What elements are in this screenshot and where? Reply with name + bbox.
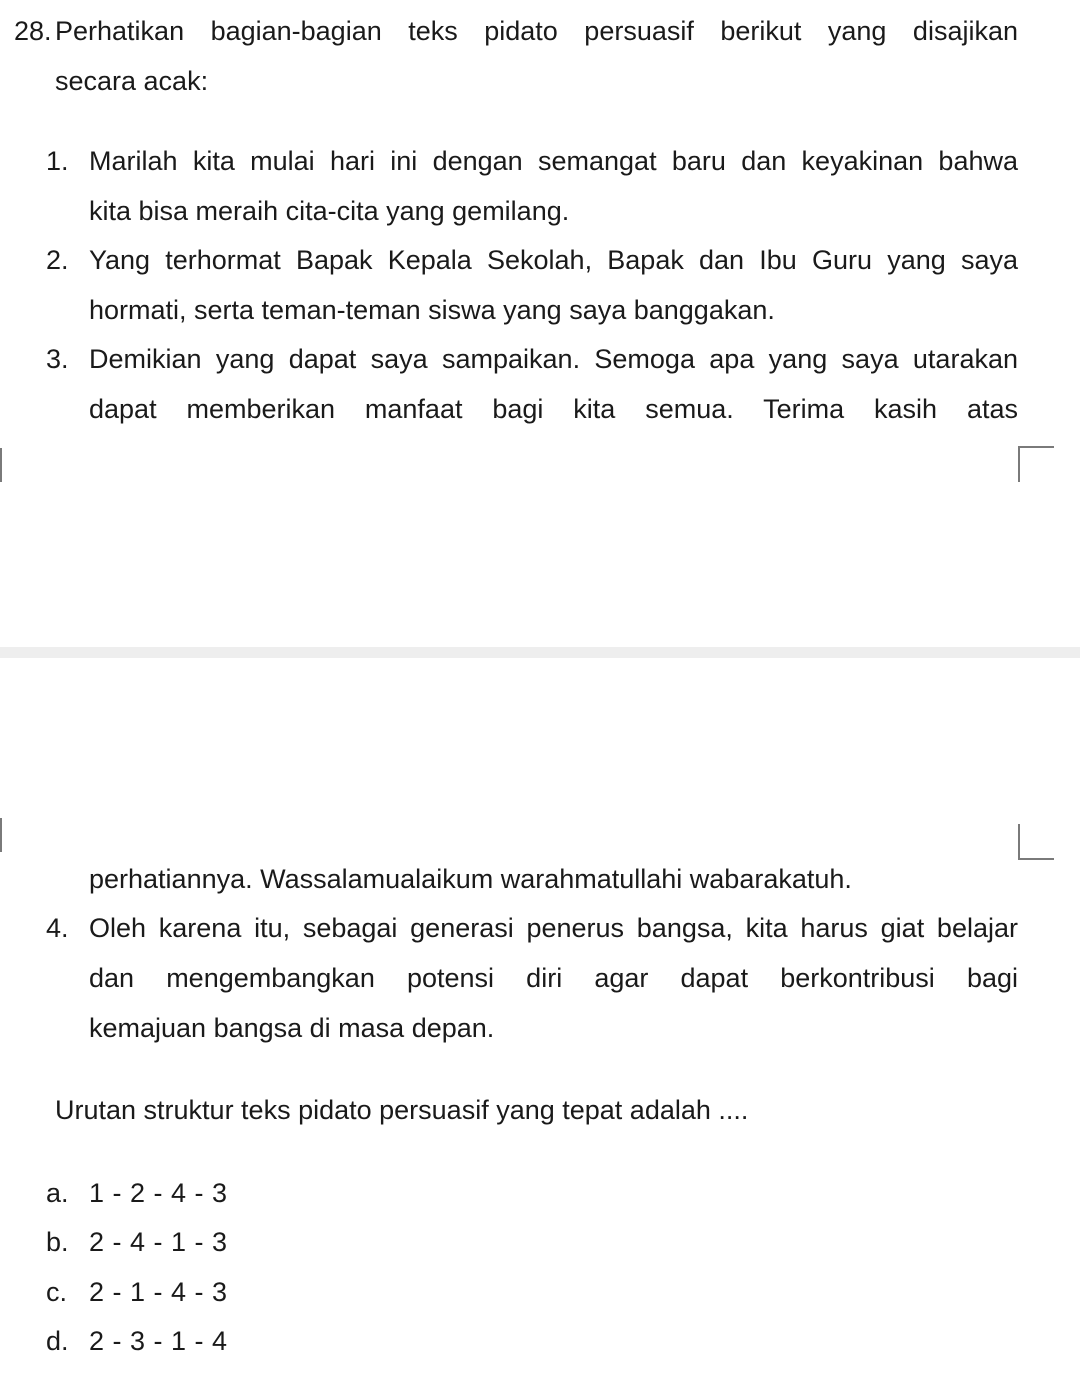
item-2-number: 2.	[46, 245, 69, 275]
option-b-value[interactable]: 2 - 4 - 1 - 3	[89, 1227, 228, 1257]
question-prompt-line-1: Perhatikan bagian-bagian teks pidato persuasif berikut yang disajikan	[55, 16, 1018, 46]
option-d-letter: d.	[46, 1326, 69, 1356]
crop-mark-top-left	[0, 448, 2, 482]
instruction-text: Urutan struktur teks pidato persuasif yang tepat adalah ....	[55, 1095, 749, 1125]
item-3-line-3: perhatiannya. Wassalamualaikum warahmatullahi wabarakatuh.	[89, 864, 852, 894]
item-4-line-1: Oleh karena itu, sebagai generasi penerus bangsa, kita harus giat belajar	[89, 913, 1018, 943]
item-3-line-1: Demikian yang dapat saya sampaikan. Semoga apa yang saya utarakan	[89, 344, 1018, 374]
page-break-divider	[0, 647, 1080, 658]
option-d-value[interactable]: 2 - 3 - 1 - 4	[89, 1326, 228, 1356]
crop-mark-bottom-left	[0, 818, 2, 852]
option-a-value[interactable]: 1 - 2 - 4 - 3	[89, 1178, 228, 1208]
crop-mark-top-right	[1018, 446, 1054, 482]
option-a-letter: a.	[46, 1178, 69, 1208]
question-prompt-line-2: secara acak:	[55, 66, 209, 96]
item-3-number: 3.	[46, 344, 69, 374]
option-c-value[interactable]: 2 - 1 - 4 - 3	[89, 1277, 228, 1307]
item-1-line-2: kita bisa meraih cita-cita yang gemilang.	[89, 196, 570, 226]
item-1-number: 1.	[46, 146, 69, 176]
item-1-line-1: Marilah kita mulai hari ini dengan semangat baru dan keyakinan bahwa	[89, 146, 1018, 176]
option-b-letter: b.	[46, 1227, 69, 1257]
option-c-letter: c.	[46, 1277, 68, 1307]
item-4-line-2: dan mengembangkan potensi diri agar dapat berkontribusi bagi	[89, 963, 1018, 993]
question-number: 28.	[14, 16, 52, 46]
item-4-number: 4.	[46, 913, 69, 943]
item-4-line-3: kemajuan bangsa di masa depan.	[89, 1013, 495, 1043]
item-2-line-2: hormati, serta teman-teman siswa yang saya banggakan.	[89, 295, 775, 325]
item-2-line-1: Yang terhormat Bapak Kepala Sekolah, Bapak dan Ibu Guru yang saya	[89, 245, 1018, 275]
item-3-line-2: dapat memberikan manfaat bagi kita semua. Terima kasih atas	[89, 394, 1018, 424]
crop-mark-bottom-right	[1018, 824, 1054, 860]
